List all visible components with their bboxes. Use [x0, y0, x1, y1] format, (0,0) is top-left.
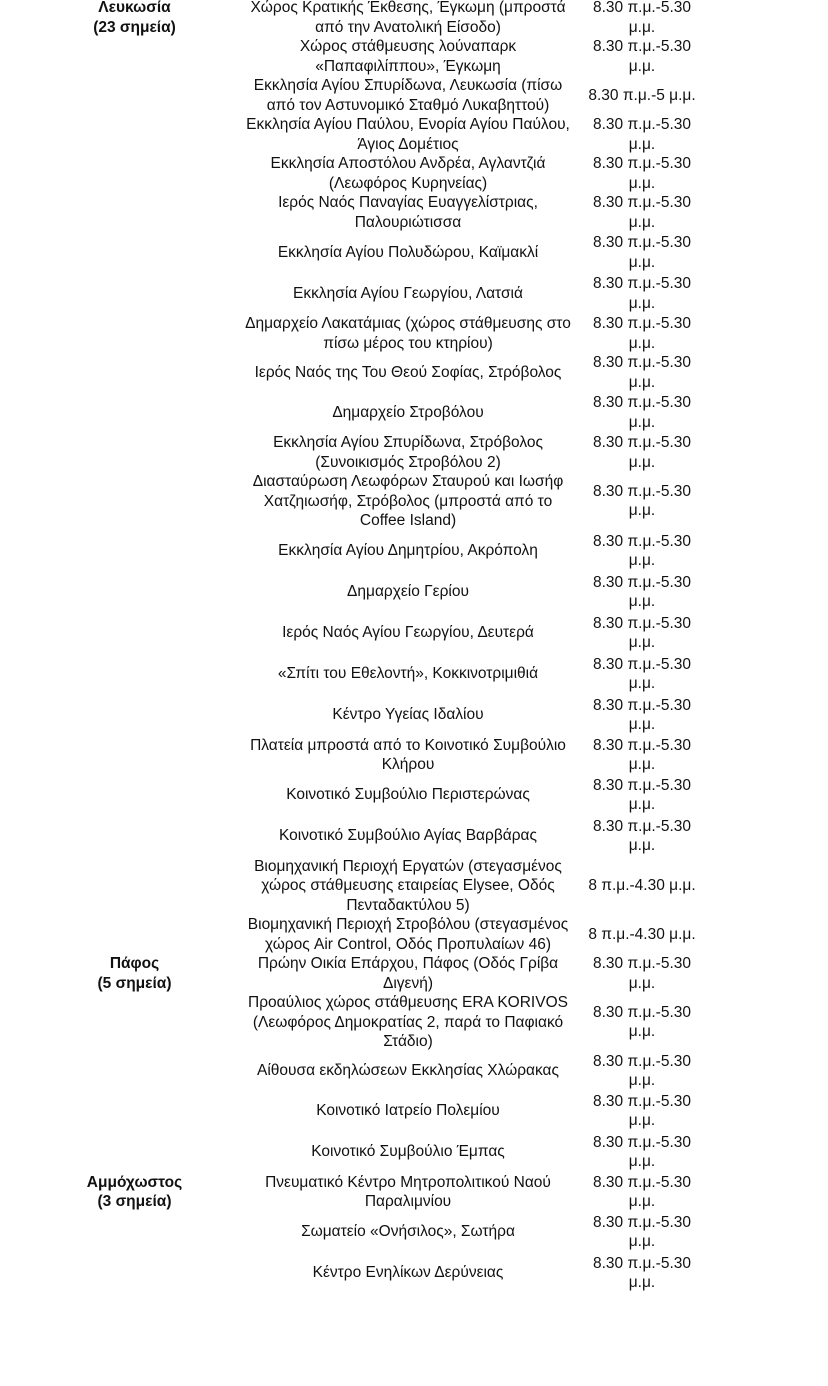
location-cell: Διασταύρωση Λεωφόρων Σταυρού και Ιωσήφ Χατζηιωσήφ, Στρόβολος (μπροστά από το Coffee Island) — [252, 473, 564, 529]
location-cell: Εκκλησία Αγίου Δημητρίου, Ακρόπολη — [278, 542, 538, 560]
location-cell: Πνευματικό Κέντρο Μητροπολιτικού Ναού Παραλιμνίου — [265, 1173, 551, 1210]
location-cell: Σωματείο «Ονήσιλος», Σωτήρα — [301, 1223, 515, 1241]
table-row — [0, 314, 828, 353]
hours-cell: 8.30 π.μ.-5.30 μ.μ. — [592, 1003, 692, 1041]
hours-cell: 8.30 π.μ.-5.30 μ.μ. — [592, 315, 692, 352]
location-cell: Δημαρχείο Στροβόλου — [332, 403, 484, 421]
location-cell: Εκκλησία Αγίου Σπυρίδωνα, Λευκωσία (πίσω από τον Αστυνομικό Σταθμό Λυκαβηττού) — [253, 77, 563, 114]
hours-cell: 8.30 π.μ.-5.30 μ.μ. — [592, 1254, 692, 1291]
location-cell: Προαύλιος χώρος στάθμευσης ERA KORIVOS (Λεωφόρος Δημοκρατίας 2, παρά το Παφιακό Στάδιο) — [248, 994, 568, 1050]
table-row — [0, 572, 828, 613]
location-cell: Ιερός Ναός Παναγίας Ευαγγελίστριας, Παλουριώτισσα — [278, 194, 538, 231]
location-cell: Εκκλησία Αγίου Σπυρίδωνα, Στρόβολος (Συνοικισμός Στροβόλου 2) — [273, 434, 543, 471]
hours-cell: 8.30 π.μ.-5.30 μ.μ. — [592, 1173, 692, 1210]
location-cell: Πλατεία μπροστά από το Κοινοτικό Συμβούλιο Κλήρου — [250, 736, 566, 773]
table-row — [0, 954, 828, 993]
hours-cell: 8.30 π.μ.-5.30 μ.μ. — [592, 955, 692, 992]
region-cell — [0, 954, 244, 993]
location-cell: Εκκλησία Αγίου Γεωργίου, Λατσιά — [293, 284, 523, 302]
hours-cell: 8.30 π.μ.-5.30 μ.μ. — [592, 817, 692, 854]
hours-cell: 8.30 π.μ.-5.30 μ.μ. — [592, 573, 692, 610]
hours-cell: 8 π.μ.-4.30 μ.μ. — [588, 877, 696, 894]
hours-cell: 8.30 π.μ.-5.30 μ.μ. — [592, 696, 692, 733]
hours-cell: 8.30 π.μ.-5.30 μ.μ. — [592, 776, 692, 813]
hours-cell: 8 π.μ.-4.30 μ.μ. — [588, 925, 696, 943]
hours-cell: 8.30 π.μ.-5.30 μ.μ. — [592, 1052, 692, 1089]
location-cell: Κοινοτικό Ιατρείο Πολεμίου — [316, 1102, 500, 1120]
region-name: Αμμόχωστος — [86, 1173, 183, 1191]
location-cell: Εκκλησία Αγίου Πολυδώρου, Καϊμακλί — [277, 243, 539, 261]
location-cell: Κοινοτικό Συμβούλιο Έμπας — [311, 1143, 505, 1161]
table-row — [0, 353, 828, 392]
location-cell: Χώρος στάθμευσης λούναπαρκ «Παπαφιλίππου», Έγκωμη — [299, 38, 517, 75]
hours-cell: 8.30 π.μ.-5.30 μ.μ. — [592, 736, 692, 773]
table-row — [0, 857, 828, 916]
table-row — [0, 736, 828, 775]
region-cell — [0, 1173, 244, 1212]
region-name: Πάφος — [109, 955, 160, 972]
hours-cell: 8.30 π.μ.-5.30 μ.μ. — [592, 394, 692, 431]
location-cell: Αίθουσα εκδηλώσεων Εκκλησίας Χλώρακας — [257, 1062, 559, 1080]
hours-cell: 8.30 π.μ.-5.30 μ.μ. — [592, 155, 692, 192]
location-cell: Πρώην Οικία Επάρχου, Πάφος (Οδός Γρίβα Διγενή) — [257, 955, 559, 992]
hours-cell: 8.30 π.μ.-5.30 μ.μ. — [592, 614, 692, 651]
location-cell: Δημαρχείο Λακατάμιας (χώρος στάθμευσης στο πίσω μέρος του κτηρίου) — [245, 315, 571, 352]
hours-cell: 8.30 π.μ.-5.30 μ.μ. — [592, 38, 692, 75]
table-row — [0, 531, 828, 572]
hours-cell: 8.30 π.μ.-5.30 μ.μ. — [592, 1213, 692, 1250]
location-cell: Χώρος Κρατικής Έκθεσης, Έγκωμη (μπροστά από την Ανατολική Είσοδο) — [250, 0, 566, 36]
table-row — [0, 775, 828, 816]
table-row — [0, 273, 828, 314]
table-row — [0, 993, 828, 1052]
location-cell: Εκκλησία Αποστόλου Ανδρέα, Αγλαντζιά (Λεωφόρος Κυρηνείας) — [270, 155, 546, 192]
location-cell: Κοινοτικό Συμβούλιο Περιστερώνας — [286, 786, 530, 804]
region-cell — [0, 0, 244, 37]
location-cell: Κέντρο Υγείας Ιδαλίου — [332, 706, 484, 724]
table-row — [0, 1132, 828, 1173]
table-row — [0, 115, 828, 154]
hours-cell: 8.30 π.μ.-5.30 μ.μ. — [592, 1092, 692, 1129]
location-cell: Κοινοτικό Συμβούλιο Αγίας Βαρβάρας — [279, 827, 537, 845]
hours-cell: 8.30 π.μ.-5.30 μ.μ. — [592, 354, 692, 391]
location-cell: «Σπίτι του Εθελοντή», Κοκκινοτριμιθιά — [277, 665, 539, 683]
table-row — [0, 76, 828, 115]
hours-cell: 8.30 π.μ.-5.30 μ.μ. — [592, 482, 692, 520]
hours-cell: 8.30 π.μ.-5.30 μ.μ. — [592, 275, 692, 312]
table-row — [0, 37, 828, 76]
location-cell: Δημαρχείο Γερίου — [347, 583, 469, 601]
location-cell: Εκκλησία Αγίου Παύλου, Ενορία Αγίου Παύλου, Άγιος Δομέτιος — [246, 116, 570, 153]
table-row — [0, 613, 828, 654]
hours-cell: 8.30 π.μ.-5.30 μ.μ. — [592, 1133, 692, 1170]
table-row — [0, 1212, 828, 1253]
table-row — [0, 392, 828, 433]
table-row — [0, 433, 828, 472]
table-row — [0, 1173, 828, 1212]
region-count: (5 σημεία) — [97, 974, 172, 992]
table-row — [0, 1253, 828, 1294]
region-count: (3 σημεία) — [97, 1193, 172, 1210]
table-row — [0, 1091, 828, 1132]
hours-cell: 8.30 π.μ.-5.30 μ.μ. — [592, 0, 692, 36]
table-row — [0, 915, 828, 954]
location-cell: Κέντρο Ενηλίκων Δερύνειας — [312, 1264, 504, 1282]
location-cell: Βιομηχανική Περιοχή Εργατών (στεγασμένος χώρος στάθμευσης εταιρείας Elysee, Οδός Πενταδακτύλου 5) — [254, 857, 562, 914]
hours-cell: 8.30 π.μ.-5 μ.μ. — [588, 86, 696, 104]
hours-cell: 8.30 π.μ.-5.30 μ.μ. — [592, 655, 692, 692]
table-row — [0, 654, 828, 695]
table-row — [0, 232, 828, 273]
hours-cell: 8.30 π.μ.-5.30 μ.μ. — [592, 194, 692, 231]
hours-cell: 8.30 π.μ.-5.30 μ.μ. — [592, 234, 692, 271]
table-row — [0, 472, 828, 531]
table-row — [0, 154, 828, 193]
hours-cell: 8.30 π.μ.-5.30 μ.μ. — [592, 434, 692, 471]
hours-cell: 8.30 π.μ.-5.30 μ.μ. — [592, 116, 692, 153]
region-name: Λευκωσία — [98, 0, 171, 16]
table-row — [0, 0, 828, 37]
location-cell: Ιερός Ναός Αγίου Γεωργίου, Δευτερά — [282, 624, 534, 642]
location-cell: Βιομηχανική Περιοχή Στροβόλου (στεγασμένος χώρος Air Control, Οδός Προπυλαίων 46) — [247, 916, 569, 953]
location-cell: Ιερός Ναός της Του Θεού Σοφίας, Στρόβολος — [254, 363, 562, 381]
table-row — [0, 1052, 828, 1091]
table-row — [0, 193, 828, 232]
table-row — [0, 695, 828, 736]
table-row — [0, 816, 828, 857]
region-count: (23 σημεία) — [93, 18, 176, 36]
hours-cell: 8.30 π.μ.-5.30 μ.μ. — [592, 532, 692, 569]
